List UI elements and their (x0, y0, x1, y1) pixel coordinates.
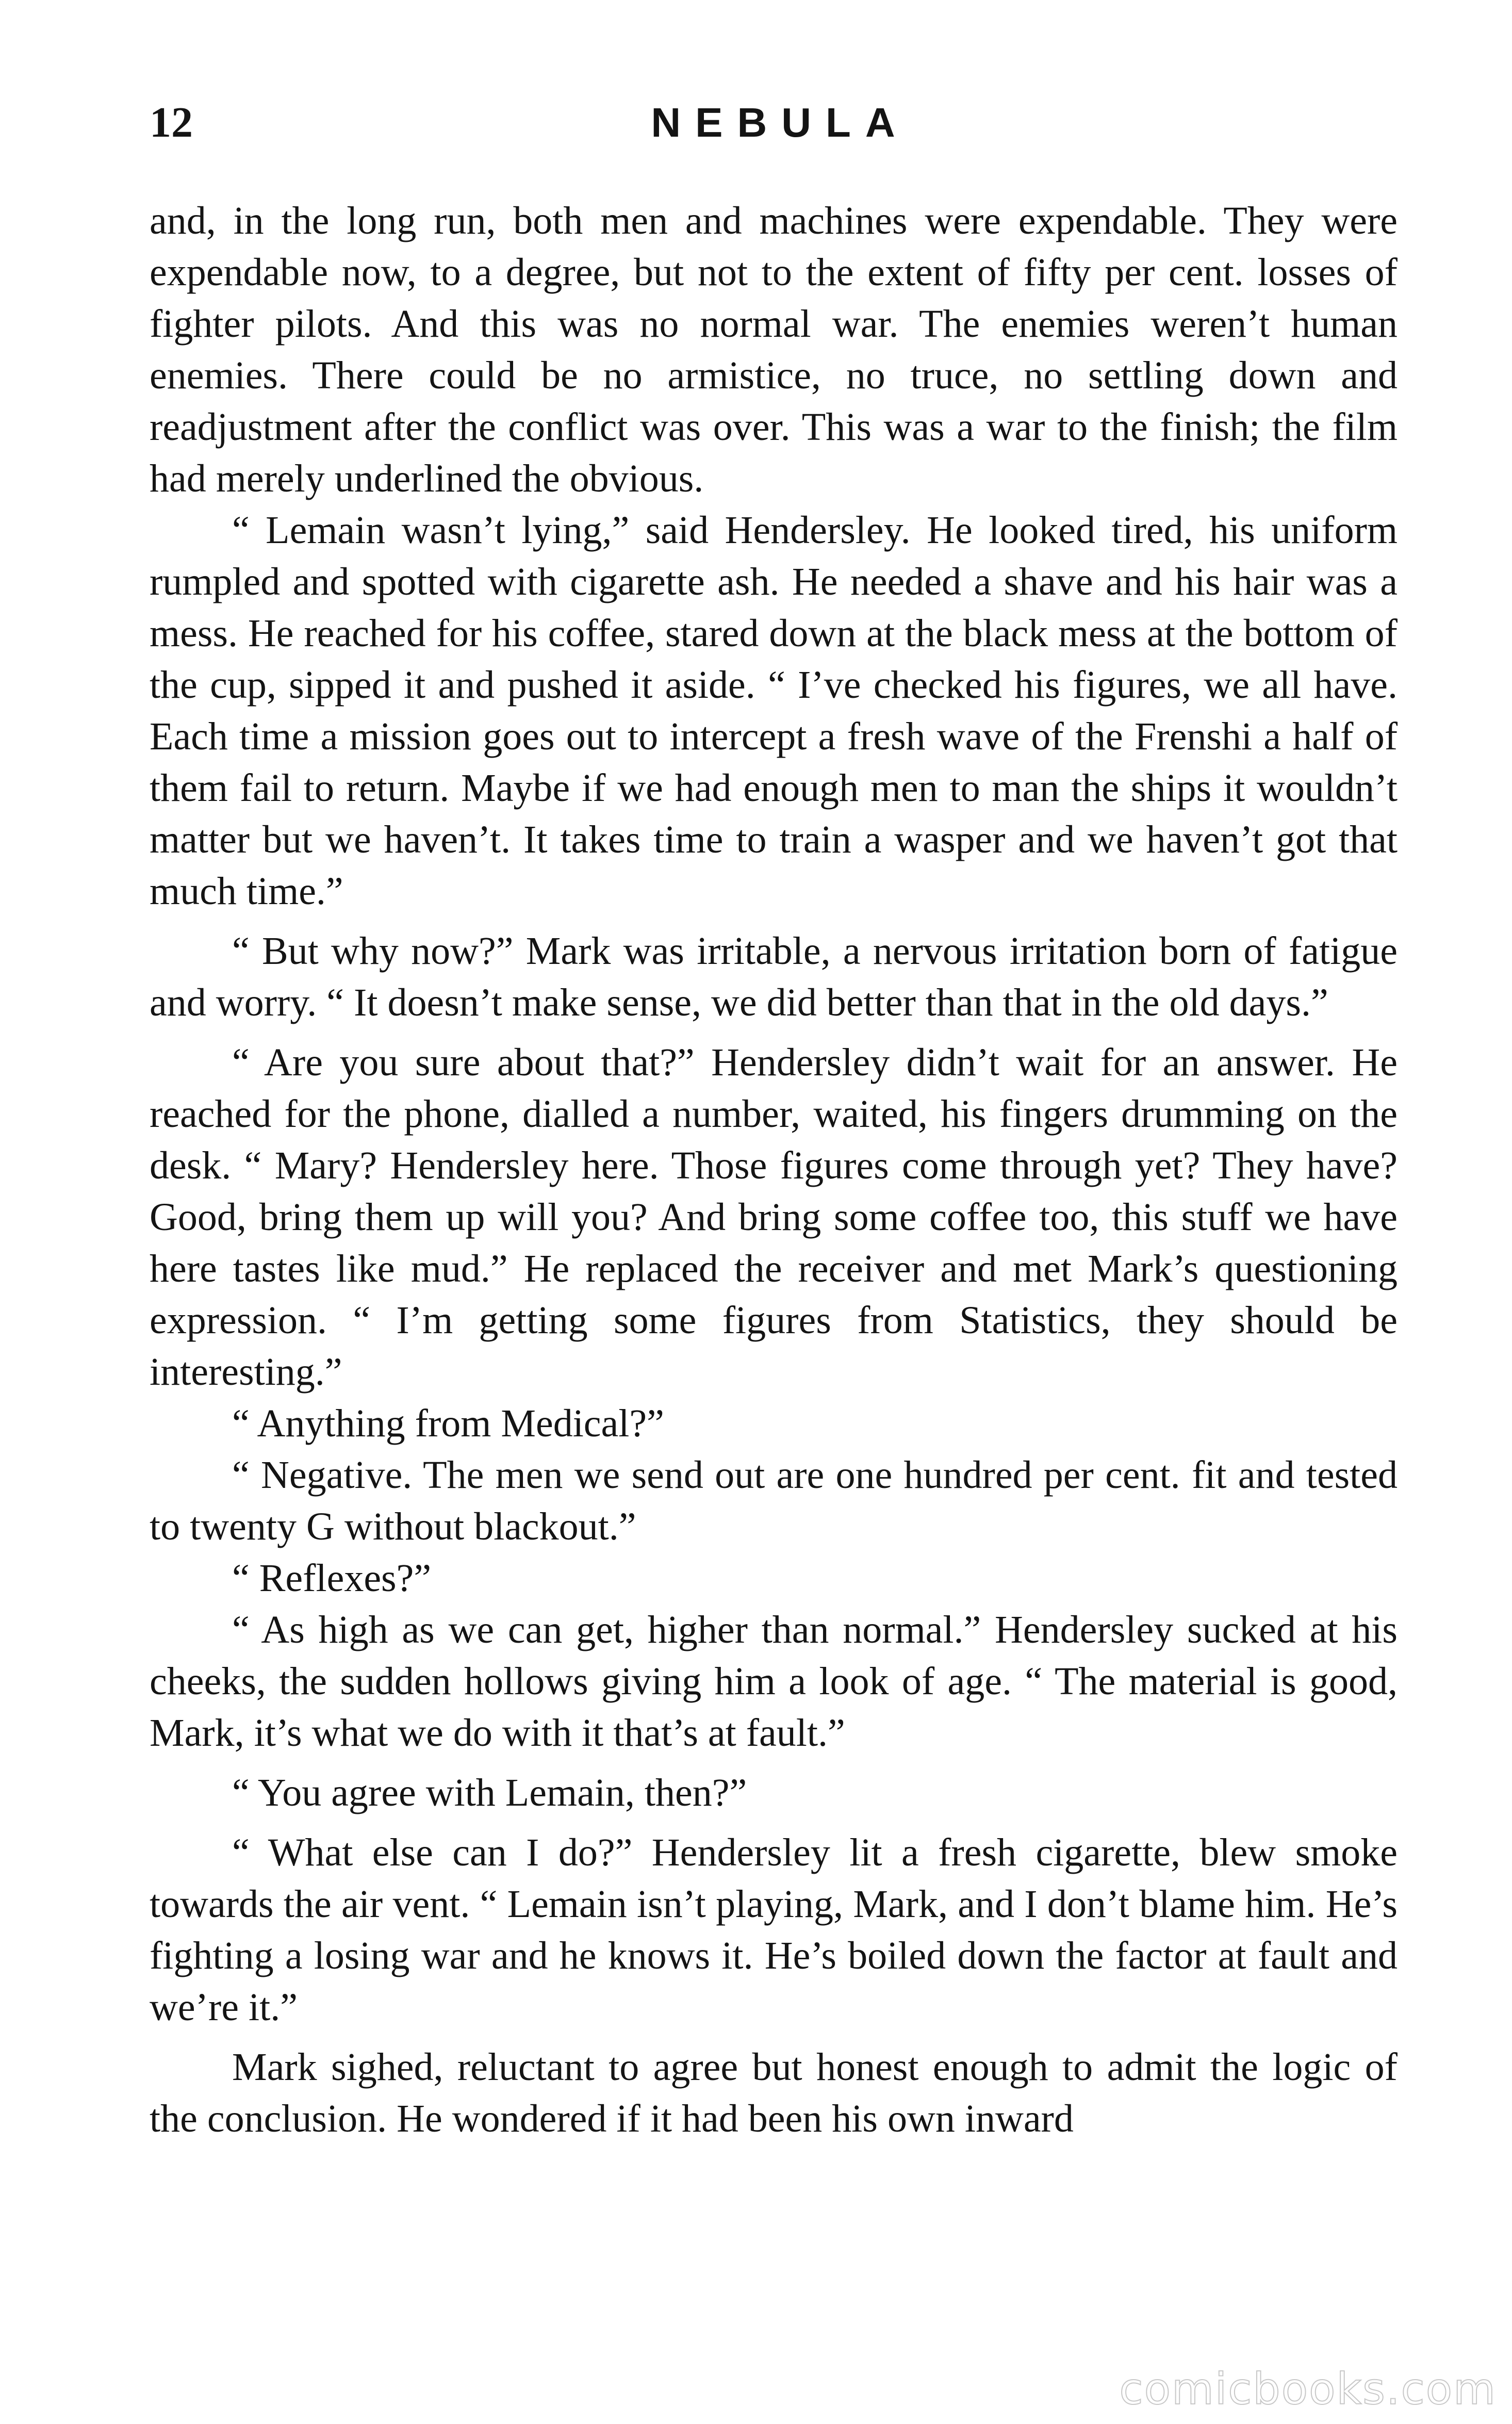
running-title: NEBULA (651, 100, 910, 145)
watermark: comicbooks.com (1119, 2364, 1497, 2414)
paragraph: “ Lemain wasn’t lying,” said Hendersley. He looked tired, his uniform rumpled and spotted with cigarette ash. He needed a shave and his hair was a mess. He reached for his coffee, stared down at the black mess at the bottom of the cup, sipped it and pushed it aside. “ I’ve checked his figures, we all have. Each time a mission goes out to intercept a fresh wave of the Frenshi a half of them fail to return. Maybe if we had enough men to man the ships it wouldn’t matter but we haven’t. It takes time to train a wasper and we haven’t got that much time.” (150, 509, 1398, 913)
paragraph: “ Anything from Medical?” (232, 1402, 664, 1445)
paragraph: “ Reflexes?” (232, 1557, 432, 1600)
page-number: 12 (150, 99, 193, 146)
body-text (150, 195, 1398, 2335)
paragraph: “ You agree with Lemain, then?” (232, 1771, 747, 1814)
paragraph: and, in the long run, both men and machines were expendable. They were expendable now, to a degree, but not to the extent of fifty per cent. losses of fighter pilots. And this was no normal war. The enemies weren’t human enemies. There could be no armistice, no truce, no settling down and readjustment after the conflict was over. This was a war to the finish; the film had merely underlined the obvious. (150, 199, 1398, 500)
page-header (150, 92, 1398, 154)
paragraph: “ What else can I do?” Hendersley lit a fresh cigarette, blew smoke towards the air vent. “ Lemain isn’t playing, Mark, and I don’t blame him. He’s fighting a losing war and he knows it. He’s boiled down the factor at fault and we’re it.” (150, 1831, 1398, 2029)
paragraph: “ Are you sure about that?” Hendersley didn’t wait for an answer. He reached for the phone, dialled a number, waited, his fingers drumming on the desk. “ Mary? Hendersley here. Those figures come through yet? They have? Good, bring them up will you? And bring some coffee too, this stuff we have here tastes like mud.” He replaced the receiver and met Mark’s questioning expression. “ I’m getting some figures from Statistics, they should be interesting.” (150, 1041, 1398, 1394)
paragraph: “ Negative. The men we send out are one hundred per cent. fit and tested to twenty G without blackout.” (150, 1453, 1398, 1548)
paragraph: “ As high as we can get, higher than normal.” Hendersley sucked at his cheeks, the sudden hollows giving him a look of age. “ The material is good, Mark, it’s what we do with it that’s at fault.” (150, 1608, 1398, 1755)
paragraph: Mark sighed, reluctant to agree but honest enough to admit the logic of the conclusion. He wondered if it had been his own inward (150, 2045, 1398, 2140)
paragraph: “ But why now?” Mark was irritable, a nervous irritation born of fatigue and worry. “ It doesn’t make sense, we did better than that in the old days.” (150, 929, 1398, 1024)
